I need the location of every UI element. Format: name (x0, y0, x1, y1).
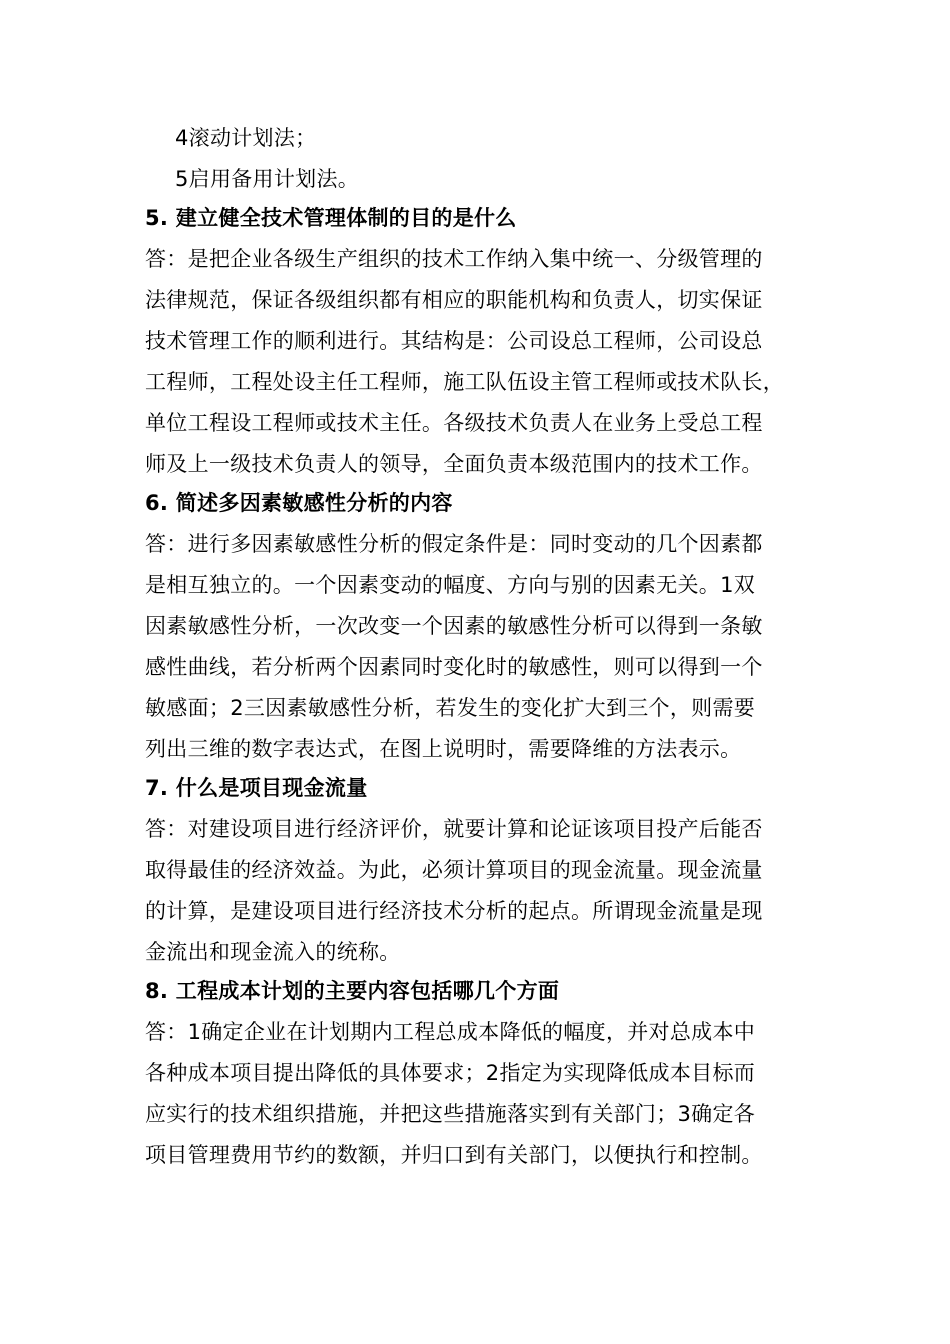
paragraph-line: 答：是把企业各级生产组织的技术工作纳入集中统一、分级管理的 (145, 247, 763, 271)
list-item: 5启用备用计划法。 (175, 167, 360, 191)
section-heading: 6. 简述多因素敏感性分析的内容 (145, 491, 453, 515)
paragraph-line: 各种成本项目提出降低的具体要求；2指定为实现降低成本目标而 (145, 1061, 756, 1085)
section-heading: 5. 建立健全技术管理体制的目的是什么 (145, 206, 517, 230)
paragraph-line: 应实行的技术组织措施，并把这些措施落实到有关部门；3确定各 (145, 1102, 756, 1126)
paragraph-line: 单位工程设工程师或技术主任。各级技术负责人在业务上受总工程 (145, 411, 763, 435)
paragraph-line: 项目管理费用节约的数额，并归口到有关部门，以便执行和控制。 (145, 1143, 763, 1167)
paragraph-line: 的计算，是建设项目进行经济技术分析的起点。所谓现金流量是现 (145, 899, 763, 923)
paragraph-line: 因素敏感性分析，一次改变一个因素的敏感性分析可以得到一条敏 (145, 614, 763, 638)
paragraph-line: 取得最佳的经济效益。为此，必须计算项目的现金流量。现金流量 (145, 858, 763, 882)
paragraph-line: 列出三维的数字表达式，在图上说明时，需要降维的方法表示。 (145, 737, 742, 761)
paragraph-line: 答：1确定企业在计划期内工程总成本降低的幅度，并对总成本中 (145, 1020, 756, 1044)
paragraph-line: 答：进行多因素敏感性分析的假定条件是：同时变动的几个因素都 (145, 532, 763, 556)
paragraph-line: 金流出和现金流入的统称。 (145, 940, 401, 964)
section-heading: 7. 什么是项目现金流量 (145, 776, 368, 800)
paragraph-line: 工程师，工程处设主任工程师，施工队伍设主管工程师或技术队长， (145, 370, 784, 394)
list-item: 4滚动计划法； (175, 126, 317, 150)
paragraph-line: 答：对建设项目进行经济评价，就要计算和论证该项目投产后能否 (145, 817, 763, 841)
paragraph-line: 是相互独立的。一个因素变动的幅度、方向与别的因素无关。1双 (145, 573, 756, 597)
paragraph-line: 师及上一级技术负责人的领导，全面负责本级范围内的技术工作。 (145, 452, 763, 476)
paragraph-line: 法律规范，保证各级组织都有相应的职能机构和负责人，切实保证 (145, 288, 763, 312)
paragraph-line: 技术管理工作的顺利进行。其结构是：公司设总工程师，公司设总 (145, 329, 763, 353)
paragraph-line: 感性曲线，若分析两个因素同时变化时的敏感性，则可以得到一个 (145, 655, 763, 679)
section-heading: 8. 工程成本计划的主要内容包括哪几个方面 (145, 979, 560, 1003)
paragraph-line: 敏感面；2三因素敏感性分析，若发生的变化扩大到三个，则需要 (145, 696, 756, 720)
